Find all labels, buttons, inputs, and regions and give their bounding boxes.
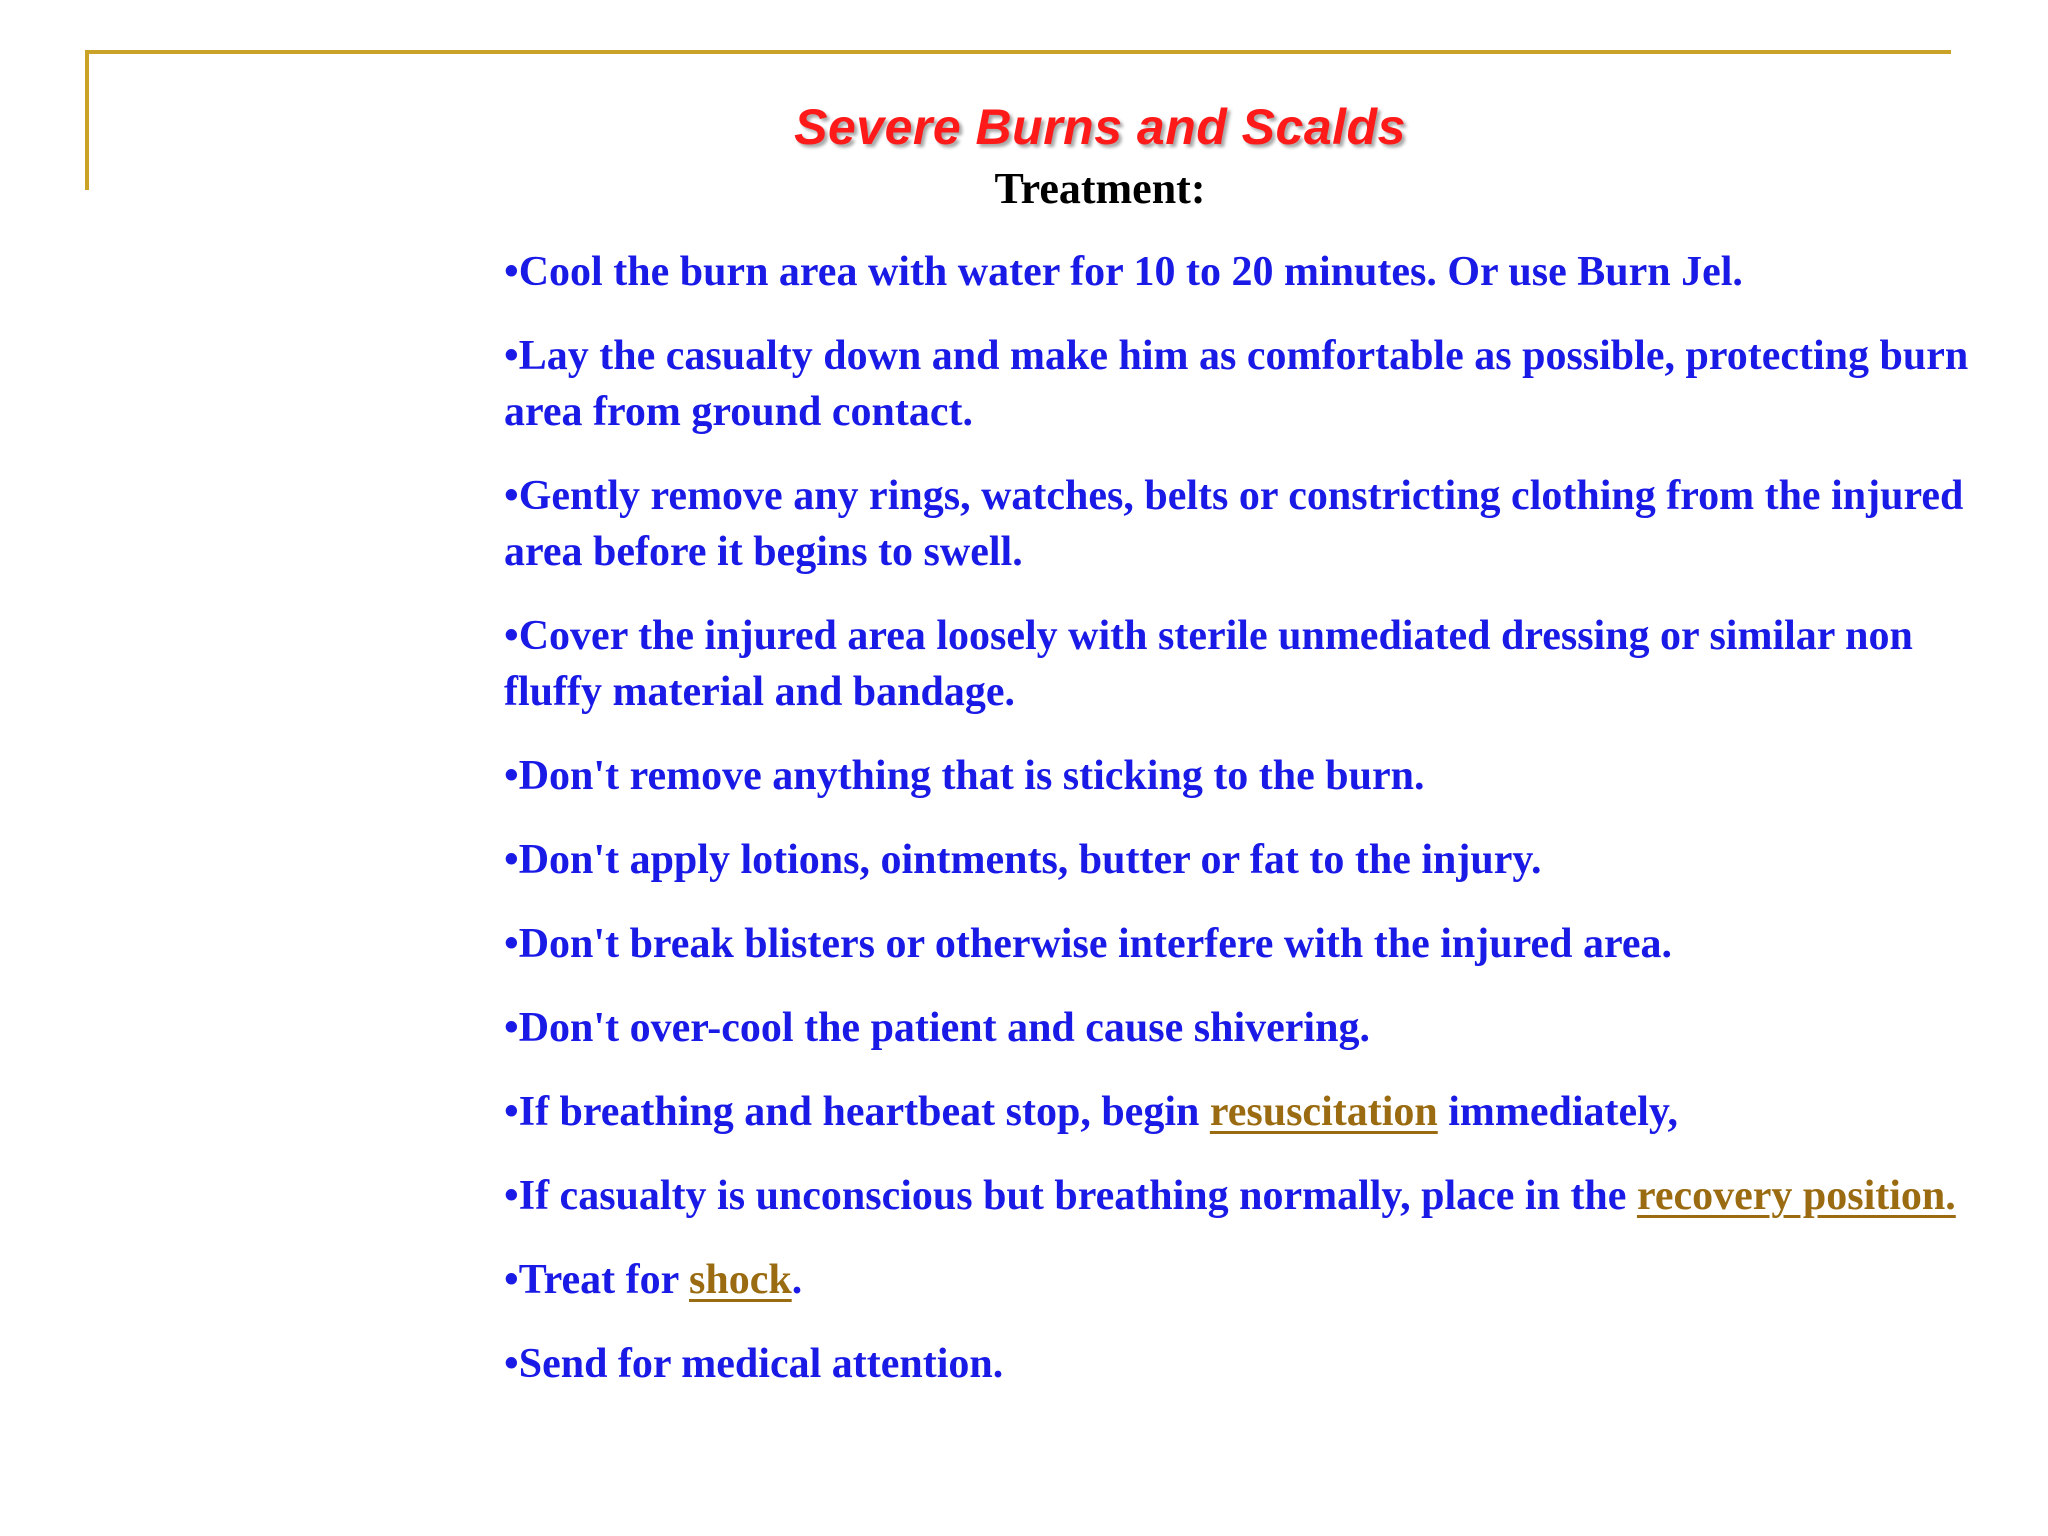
list-item	[504, 1168, 1994, 1224]
slide-title: Severe Burns and Scalds	[794, 99, 1406, 155]
bullet-icon: •	[504, 921, 519, 967]
list-item	[504, 468, 1994, 580]
slide-subtitle: Treatment:	[994, 164, 1206, 213]
bullet-icon: •	[504, 1341, 519, 1387]
list-item-text: Don't break blisters or otherwise interfere with the injured area.	[518, 921, 1673, 967]
bullet-icon: •	[504, 333, 519, 379]
list-item	[504, 916, 1994, 972]
list-item-text: Gently remove any rings, watches, belts or constricting clothing from the injured area before it begins to swell.	[504, 473, 1964, 575]
resuscitation-link[interactable]: resuscitation	[1209, 1089, 1438, 1135]
frame-top-rule	[85, 50, 1951, 54]
list-item-text: Don't apply lotions, ointments, butter or fat to the injury.	[518, 837, 1542, 883]
treatment-list	[504, 244, 1994, 1420]
list-item-text: immediately,	[1437, 1089, 1679, 1135]
list-item	[504, 1000, 1994, 1056]
bullet-icon: •	[504, 753, 519, 799]
list-item	[504, 244, 1994, 300]
list-item-text: Cover the injured area loosely with sterile unmediated dressing or similar non fluffy material and bandage.	[504, 613, 1913, 715]
bullet-icon: •	[504, 1173, 519, 1219]
bullet-icon: •	[504, 1005, 519, 1051]
list-item	[504, 1252, 1994, 1308]
list-item	[504, 832, 1994, 888]
list-item-text: If breathing and heartbeat stop, begin	[518, 1089, 1210, 1135]
shock-link[interactable]: shock	[689, 1257, 792, 1303]
list-item-text: .	[791, 1257, 803, 1303]
list-item-text: Don't over-cool the patient and cause shivering.	[518, 1005, 1370, 1051]
list-item	[504, 748, 1994, 804]
bullet-icon: •	[504, 837, 519, 883]
list-item-text: If casualty is unconscious but breathing normally, place in the	[518, 1173, 1637, 1219]
list-item-text: Lay the casualty down and make him as comfortable as possible, protecting burn area from ground contact.	[504, 333, 1969, 435]
bullet-icon: •	[504, 1257, 519, 1303]
list-item	[504, 1336, 1994, 1392]
list-item	[504, 608, 1994, 720]
recovery-position-link[interactable]: recovery position.	[1636, 1173, 1956, 1219]
bullet-icon: •	[504, 613, 519, 659]
list-item-text: Cool the burn area with water for 10 to 20 minutes. Or use Burn Jel.	[518, 249, 1743, 295]
list-item-text: Send for medical attention.	[518, 1341, 1004, 1387]
list-item	[504, 328, 1994, 440]
bullet-icon: •	[504, 473, 519, 519]
list-item	[504, 1084, 1994, 1140]
list-item-text: Treat for	[518, 1257, 689, 1303]
bullet-icon: •	[504, 249, 519, 295]
list-item-text: Don't remove anything that is sticking to the burn.	[518, 753, 1425, 799]
bullet-icon: •	[504, 1089, 519, 1135]
